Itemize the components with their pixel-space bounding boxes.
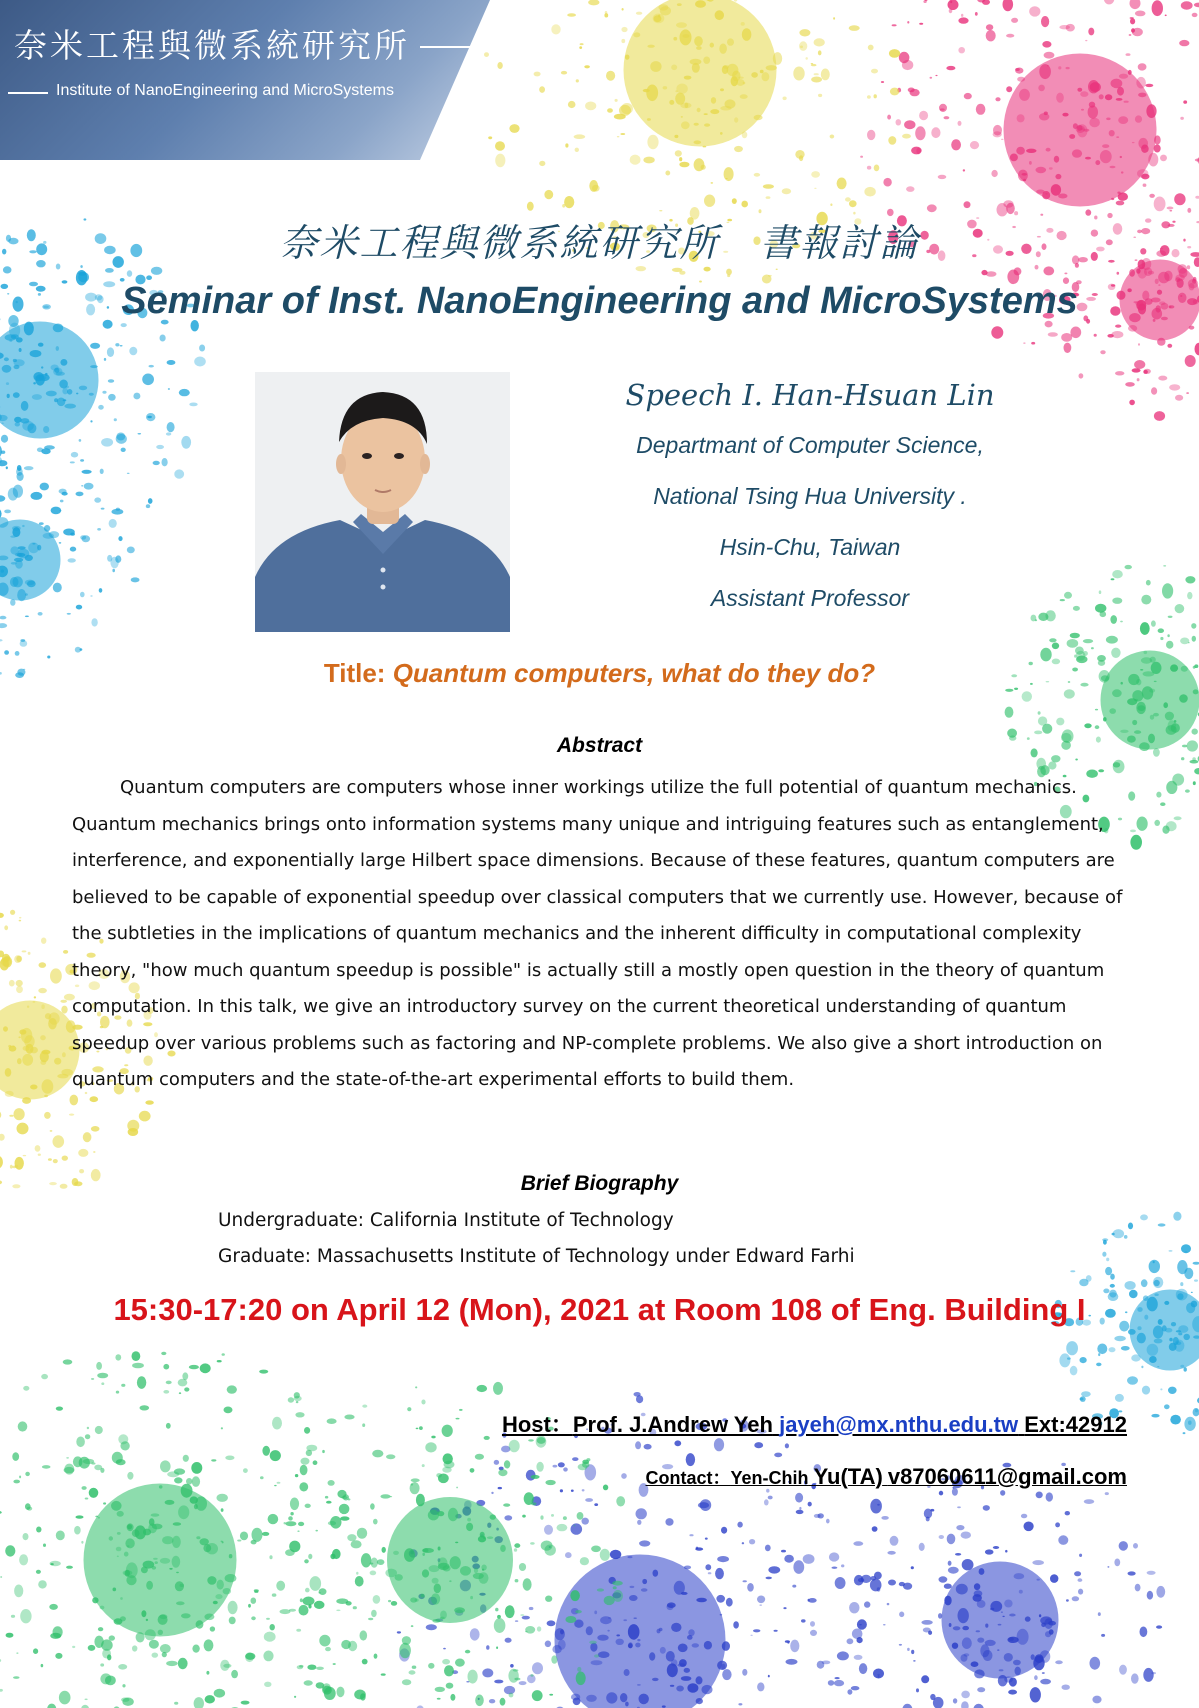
host-label: Host：: [501, 1412, 573, 1437]
biography-undergraduate: Undergraduate: California Institute of Technology: [218, 1210, 674, 1231]
speaker-position: Assistant Professor: [710, 585, 910, 611]
speaker-location: Hsin-Chu, Taiwan: [719, 534, 901, 560]
abstract-heading: Abstract: [556, 734, 643, 757]
banner-divider: [8, 92, 48, 94]
speaker-photo: [255, 372, 510, 632]
banner-institute-name-en: Institute of NanoEngineering and MicroSystems: [56, 82, 394, 99]
event-datetime-location: 15:30-17:20 on April 12 (Mon), 2021 at Room 108 of Eng. Building I: [113, 1292, 1086, 1327]
banner-divider: [420, 46, 470, 48]
seminar-title-en: Seminar of Inst. NanoEngineering and MicroSystems: [121, 280, 1078, 322]
biography-heading: Brief Biography: [520, 1172, 679, 1195]
contact-label: Contact：: [645, 1468, 731, 1488]
talk-title-text: Quantum computers, what do they do?: [392, 658, 876, 688]
speaker-department: Departmant of Computer Science,: [636, 432, 984, 458]
host-email-link[interactable]: jayeh@mx.nthu.edu.tw: [779, 1412, 1019, 1437]
banner-institute-name-cn: 奈米工程與微系統研究所: [14, 26, 410, 65]
speaker-name: Speech I. Han-Hsuan Lin: [625, 378, 995, 412]
contact-name-first: Yen-Chih: [730, 1468, 809, 1488]
host-line: [502, 1408, 1127, 1439]
speaker-university: National Tsing Hua University .: [653, 483, 967, 509]
host-name: Prof. J.Andrew Yeh: [572, 1412, 773, 1437]
abstract-text: Quantum computers are computers whose inner workings utilize the full potential of quantum mechanics. Quantum mechanics brings onto information systems many unique and intriguing features such as entanglement, interference, and exponentially large Hilbert space dimensions. Because of these features, quantum computers are believed to be capable of exponential speedup over classical computers that we currently use. However, because of the subtleties in the implications of quantum mechanics and the inherent difficulty in computational complexity theory, "how much quantum speedup is possible" is actually still a mostly open question in the theory of quantum computation. In this talk, we give an introductory survey on the current theoretical understanding of quantum speedup over various problems such as factoring and NP-complete problems. We also give a short introduction on quantum computers and the state-of-the-art experimental efforts to build them.: [72, 777, 1123, 1090]
contact-line: [646, 1464, 1127, 1490]
biography-graduate: Graduate: Massachusetts Institute of Technology under Edward Farhi: [218, 1246, 855, 1267]
talk-title: [0, 658, 1199, 689]
contact-name-last: Yu(TA): [813, 1464, 883, 1489]
talk-title-label: Title:: [323, 658, 386, 688]
seminar-title-cn: 奈米工程與微系統研究所 書報討論: [279, 221, 920, 265]
host-extension: Ext:42912: [1024, 1412, 1127, 1437]
contact-email[interactable]: v87060611@gmail.com: [887, 1464, 1127, 1489]
